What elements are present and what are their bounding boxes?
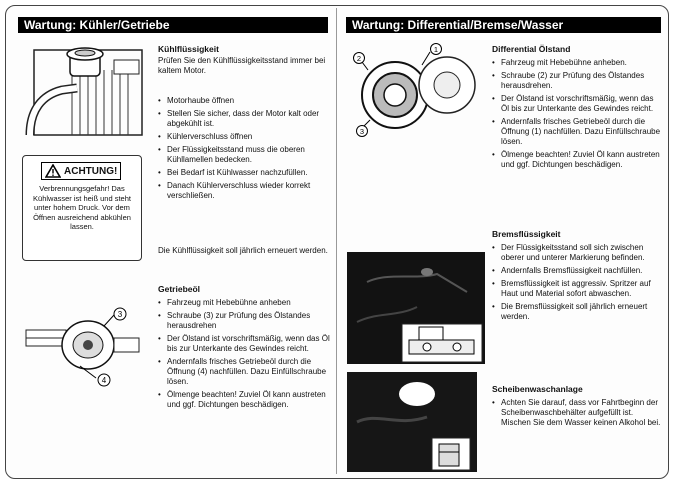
gearbox-step: • Fahrzeug mit Hebebühne anheben <box>158 298 330 308</box>
gearbox-step: • Der Ölstand ist vorschriftsmäßig, wenn das Öl bis zur Unterkante des Gewindes reicht. <box>158 334 330 354</box>
left-header: Wartung: Kühler/Getriebe <box>18 17 328 33</box>
differential-steps <box>492 58 662 173</box>
warning-box <box>22 155 142 261</box>
washer-title: Scheibenwaschanlage <box>492 384 583 394</box>
brake-step: • Bremsflüssigkeit ist aggressiv. Spritzer auf Haut und Material sofort abwaschen. <box>492 279 662 299</box>
coolant-step: • Motorhaube öffnen <box>158 96 330 106</box>
callout-3: 3 <box>117 310 123 319</box>
warning-title: ACHTUNG! <box>64 166 118 177</box>
washer-photo-graphic <box>347 372 477 472</box>
washer-step: • Achten Sie darauf, dass vor Fahrtbeginn der Scheibenwaschbehälter aufgefüllt ist. Mischen Sie dem Wasser keinen Alkohol bei. <box>492 398 662 428</box>
callout-1: 1 <box>433 45 439 54</box>
washer-steps <box>492 398 662 431</box>
differential-step: • Andernfalls frisches Getriebeöl durch die Öffnung (1) nachfüllen. Dazu Einfüllschraube lösen. <box>492 117 662 147</box>
callout-3: 3 <box>359 127 365 136</box>
differential-step: • Der Ölstand ist vorschriftsmäßig, wenn das Öl bis zur Unterkante des Gewindes reicht. <box>492 94 662 114</box>
column-divider <box>336 8 337 474</box>
differential-title: Differential Ölstand <box>492 44 571 54</box>
callout-4: 4 <box>101 376 107 385</box>
coolant-step: • Kühlerverschluss öffnen <box>158 132 330 142</box>
differential-step: • Fahrzeug mit Hebebühne anheben. <box>492 58 662 68</box>
gearbox-step: • Ölmenge beachten! Zuviel Öl kann austreten und ggf. Dichtungen beschädigen. <box>158 390 330 410</box>
differential-step: • Schraube (2) zur Prüfung des Ölstandes herausdrehen. <box>492 71 662 91</box>
coolant-step: • Der Flüssigkeitsstand muss die oberen Kühllamellen bedecken. <box>158 145 330 165</box>
warning-title-box <box>41 162 121 180</box>
right-header: Wartung: Differential/Bremse/Wasser <box>346 17 661 33</box>
coolant-steps <box>158 96 330 204</box>
brake-step: • Die Bremsflüssigkeit soll jährlich erneuert werden. <box>492 302 662 322</box>
differential-illustration <box>350 40 486 140</box>
coolant-note: Die Kühlflüssigkeit soll jährlich erneuert werden. <box>158 246 328 255</box>
warning-triangle-icon <box>45 164 61 178</box>
coolant-step: • Stellen Sie sicher, dass der Motor kalt oder abgekühlt ist. <box>158 109 330 129</box>
washer-reservoir-photo <box>347 372 477 472</box>
callout-2: 2 <box>356 54 362 63</box>
coolant-intro: Prüfen Sie den Kühlflüssigkeitsstand immer bei kaltem Motor. <box>158 56 326 75</box>
warning-text: Verbrennungsgefahr! Das Kühlwasser ist heiß und steht unter hohem Druck. Vor dem Öffnen ausreichend abkühlen lassen. <box>33 184 131 231</box>
radiator-illustration <box>22 40 147 140</box>
brake-step: • Andernfalls Bremsflüssigkeit nachfüllen. <box>492 266 662 276</box>
gearbox-step: • Andernfalls frisches Getriebeöl durch die Öffnung (4) nachfüllen. Dazu Einfüllschraube lösen. <box>158 357 330 387</box>
gearbox-illustration <box>18 300 146 390</box>
gearbox-steps <box>158 298 330 413</box>
coolant-step: • Bei Bedarf ist Kühlwasser nachzufüllen. <box>158 168 330 178</box>
brake-reservoir-photo <box>347 252 485 364</box>
gearbox-step: • Schraube (3) zur Prüfung des Ölstandes herausdrehen <box>158 311 330 331</box>
differential-step: • Ölmenge beachten! Zuviel Öl kann austreten und ggf. Dichtungen beschädigen. <box>492 150 662 170</box>
gearbox-title: Getriebeöl <box>158 284 201 294</box>
coolant-step: • Danach Kühlerverschluss wieder korrekt verschließen. <box>158 181 330 201</box>
brake-steps <box>492 243 662 325</box>
brake-photo-graphic <box>347 252 485 364</box>
brake-title: Bremsflüssigkeit <box>492 229 561 239</box>
brake-step: • Der Flüssigkeitsstand soll sich zwischen oberer und unterer Markierung befinden. <box>492 243 662 263</box>
coolant-title: Kühlflüssigkeit <box>158 44 219 54</box>
